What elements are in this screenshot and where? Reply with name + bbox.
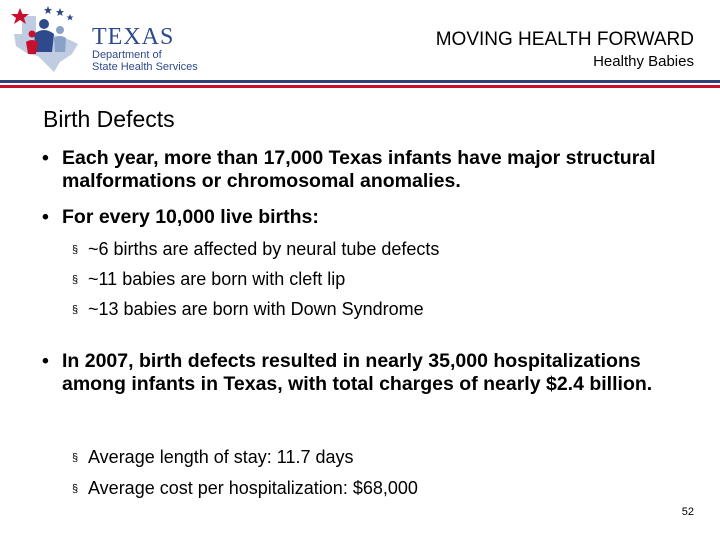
page-number: 52 bbox=[681, 506, 694, 518]
sub-bullet-text: Average length of stay: 11.7 days bbox=[88, 447, 354, 467]
sub-bullet-glyph: § bbox=[72, 304, 79, 316]
sub-bullet-text: ~11 babies are born with cleft lip bbox=[88, 269, 346, 289]
bullet-glyph: • bbox=[42, 206, 49, 228]
header-rule-blue bbox=[0, 80, 720, 83]
sub-bullet-glyph: § bbox=[72, 244, 79, 256]
sub-bullet-length-of-stay bbox=[72, 446, 354, 469]
header-rule-red bbox=[0, 85, 720, 88]
bullet-text: For every 10,000 live births: bbox=[62, 206, 319, 228]
logo-department bbox=[92, 49, 198, 73]
sub-bullet-glyph: § bbox=[72, 483, 79, 495]
sub-bullet-glyph: § bbox=[72, 274, 79, 286]
bullet-glyph: • bbox=[42, 147, 49, 169]
sub-bullet-cleft-lip bbox=[72, 268, 345, 291]
header-title: MOVING HEALTH FORWARD bbox=[435, 29, 694, 50]
bullet-annual-infants bbox=[42, 147, 692, 193]
logo-dept-line1: Department of bbox=[92, 49, 162, 61]
sub-bullet-glyph: § bbox=[72, 452, 79, 464]
bullet-text: Each year, more than 17,000 Texas infants have major structural malformations or chromosomal anomalies. bbox=[62, 147, 656, 192]
texas-family-icon bbox=[8, 4, 92, 74]
sub-bullet-neural-tube bbox=[72, 238, 439, 261]
logo-dept-line2: State Health Services bbox=[92, 61, 198, 73]
header-subtitle: Healthy Babies bbox=[593, 53, 694, 70]
bullet-text: In 2007, birth defects resulted in nearly 35,000 hospitalizations among infants in Texas, with total charges of nearly $2.4 billion. bbox=[62, 350, 653, 395]
sub-bullet-text: ~6 births are affected by neural tube defects bbox=[88, 239, 440, 259]
sub-bullet-text: ~13 babies are born with Down Syndrome bbox=[88, 299, 424, 319]
bullet-glyph: • bbox=[42, 350, 49, 372]
logo-wordmark: TEXAS bbox=[92, 24, 175, 50]
sub-bullet-avg-cost bbox=[72, 477, 418, 500]
sub-bullet-text: Average cost per hospitalization: $68,000 bbox=[88, 478, 418, 498]
bullet-per-10000 bbox=[42, 206, 692, 229]
bullet-hospitalizations bbox=[42, 350, 692, 396]
sub-bullet-down-syndrome bbox=[72, 298, 424, 321]
slide-title: Birth Defects bbox=[43, 106, 175, 132]
dshs-logo bbox=[8, 4, 198, 76]
